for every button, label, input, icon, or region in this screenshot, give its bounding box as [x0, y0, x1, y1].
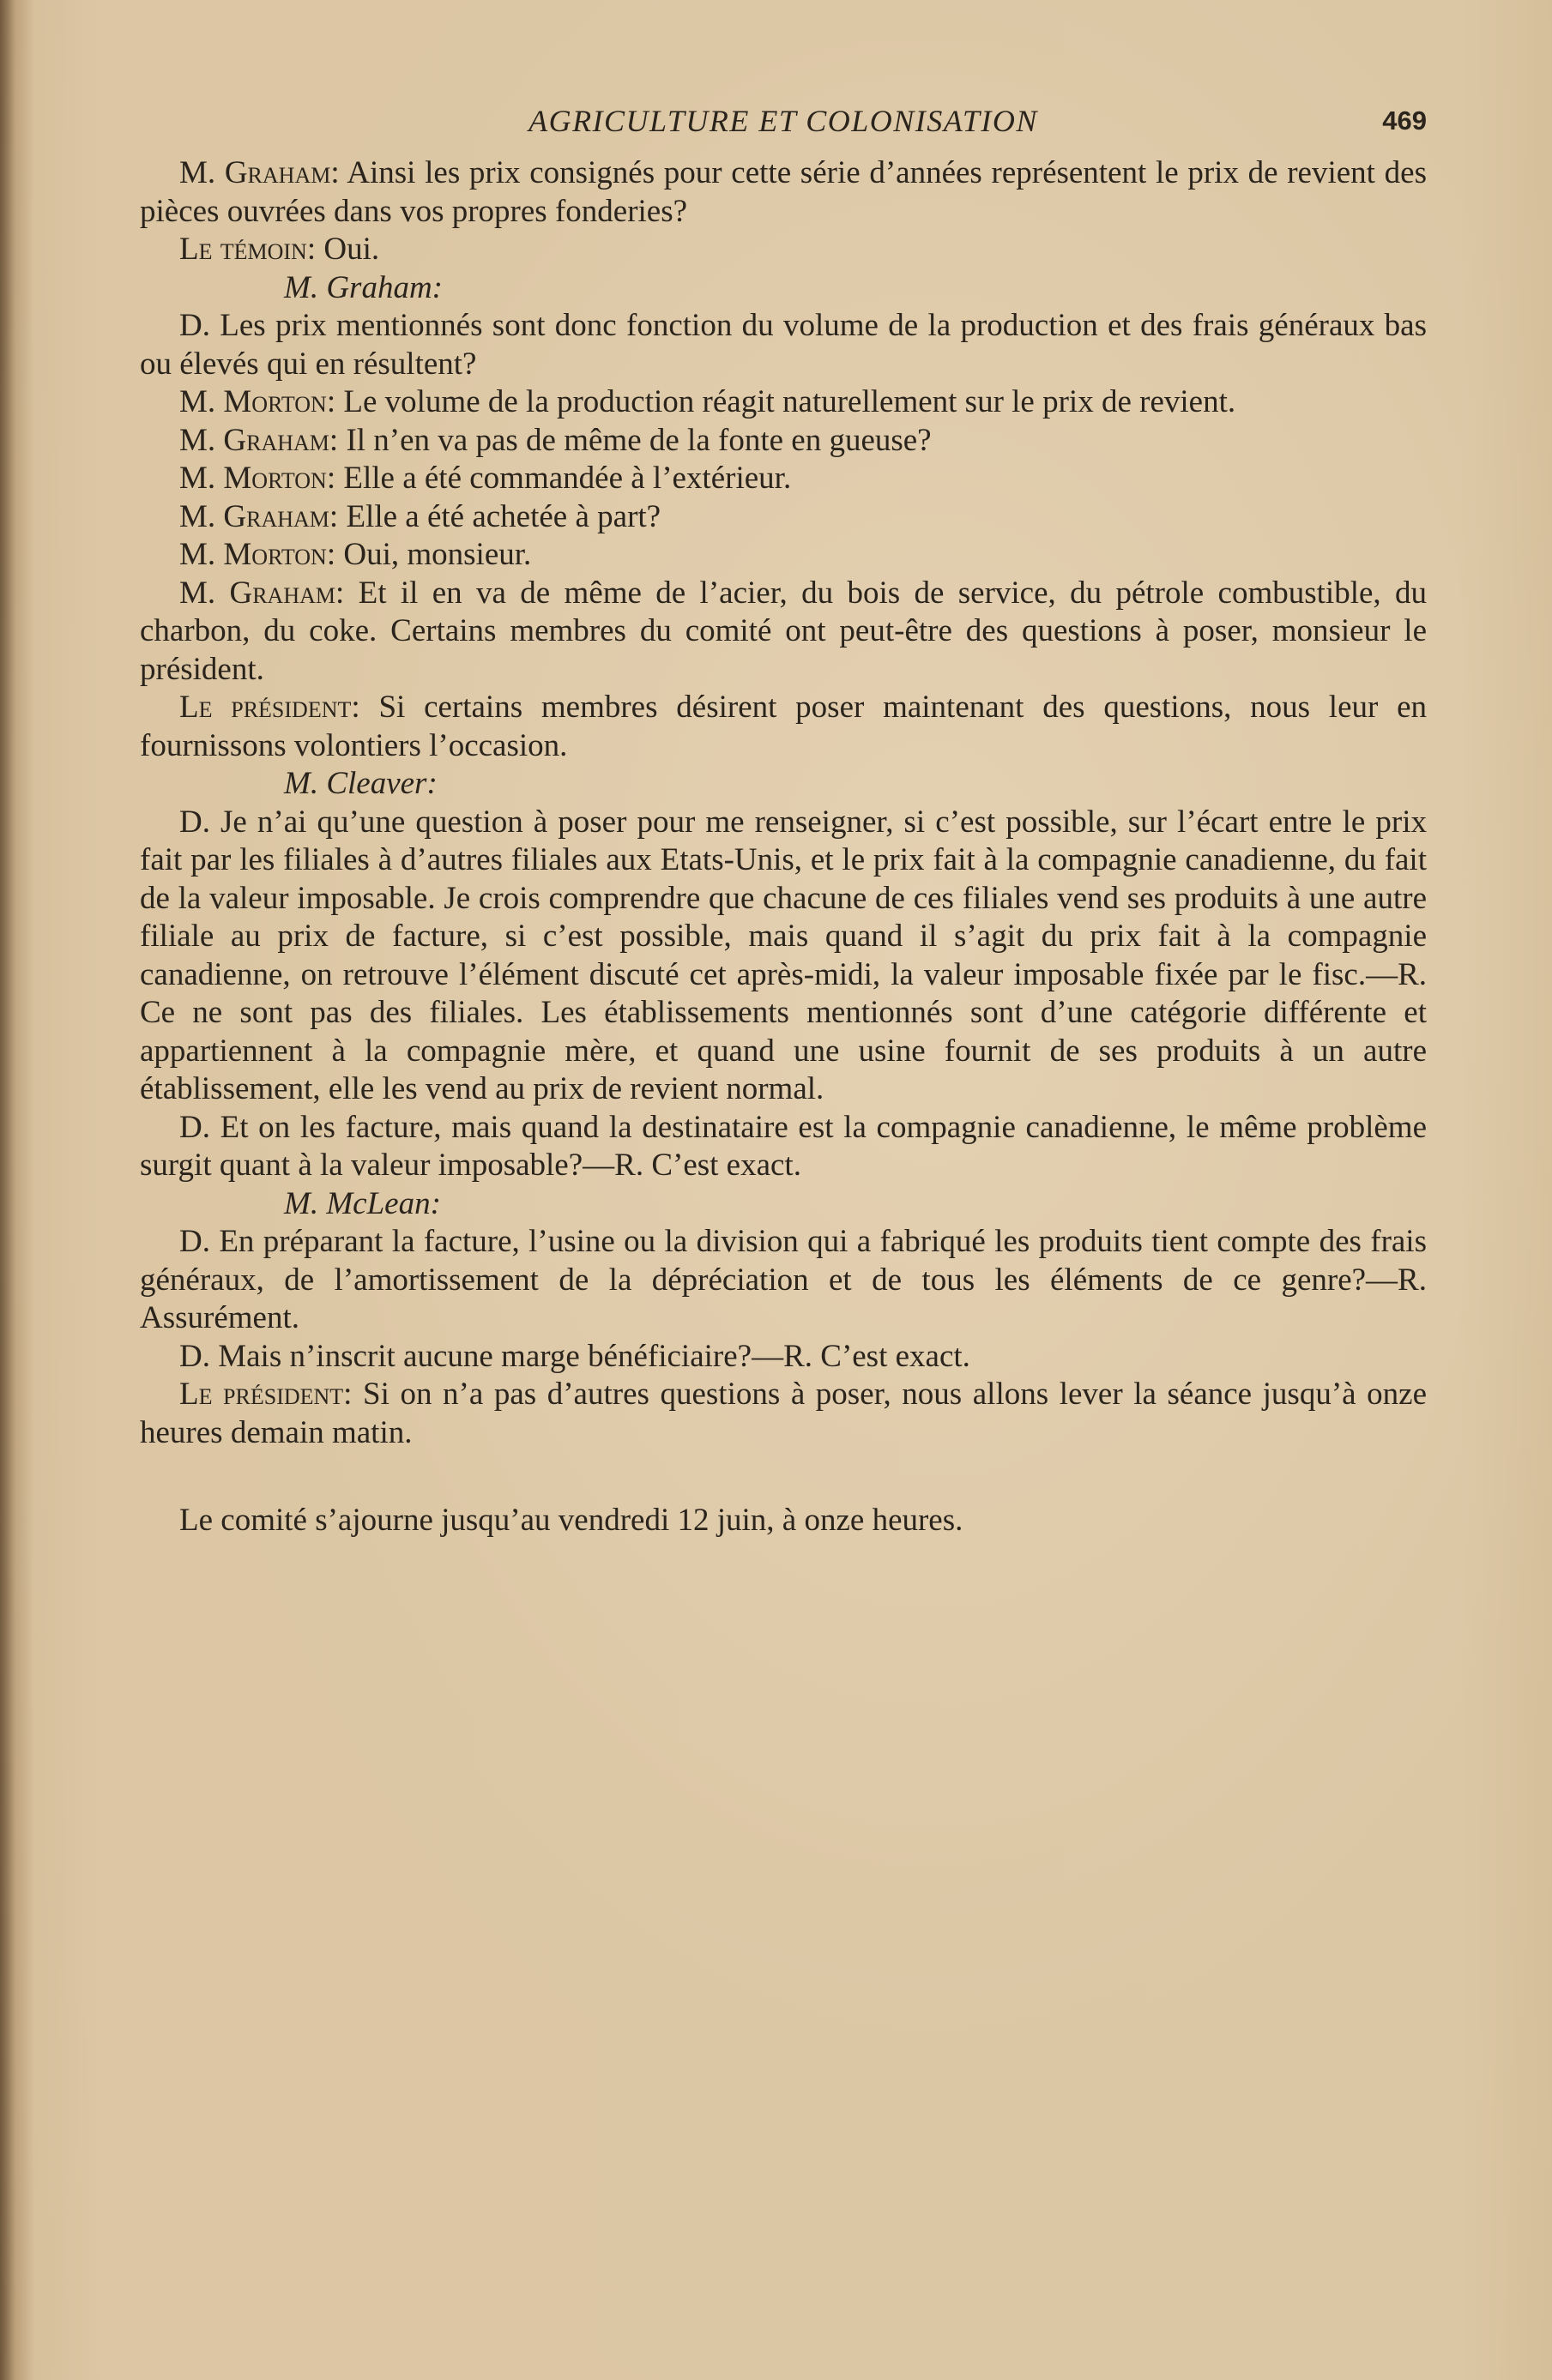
page-number: 469	[1382, 105, 1427, 136]
paragraph	[140, 383, 1427, 422]
paragraph	[140, 1223, 1427, 1338]
paragraph-text: D. Mais n’inscrit aucune marge bénéficiaire?—R. C’est exact.	[179, 1338, 970, 1374]
speaker-name: M. Morton:	[179, 461, 336, 496]
speaker-name: M. Graham:	[179, 422, 339, 458]
section-heading: M. McLean:	[284, 1185, 441, 1221]
speaker-name: M. Graham:	[179, 155, 340, 190]
running-header	[140, 103, 1427, 154]
section-heading: M. Graham:	[284, 269, 443, 305]
binding-shadow	[0, 0, 15, 2380]
speaker-name: M. Morton:	[179, 384, 336, 419]
paragraph-text: Ainsi les prix consignés pour cette série d’années représentent le prix de revient des pièces ouvrées dans vos propres fonderies?	[140, 155, 1427, 229]
paragraph	[140, 804, 1427, 1109]
page-content	[140, 103, 1427, 1540]
paragraph-text: Oui, monsieur.	[343, 537, 532, 572]
paragraph-text: D. Les prix mentionnés sont donc fonction du volume de la production et des frais généraux bas ou élevés qui en résultent?	[140, 308, 1427, 382]
running-title: AGRICULTURE ET COLONISATION	[528, 104, 1038, 138]
paragraph	[140, 154, 1427, 231]
paragraph-text: Si on n’a pas d’autres questions à poser, nous allons lever la séance jusqu’à onze heures demain matin.	[140, 1377, 1427, 1450]
speaker-name: M. Morton:	[179, 537, 336, 572]
paragraph	[140, 422, 1427, 461]
speaker-name: Le témoin:	[179, 232, 317, 267]
paragraph	[140, 575, 1427, 690]
paragraph-text: D. Je n’ai qu’une question à poser pour me renseigner, si c’est possible, sur l’écart entre le prix fait par les filiales à d’autres filiales aux Etats-Unis, et le prix fait à la compagnie canadienne, du fait de la valeur imposable. Je crois comprendre que chacune de ces filiales vend ses produits à une autre filiale au prix de facture, si c’est possible, mais quand il s’agit du prix fait à la compagnie canadienne, on retrouve l’élément discuté cet après-midi, la valeur imposable fixée par le fisc.—R. Ce ne sont pas des filiales. Les établissements mentionnés sont d’une catégorie différente et appartiennent à la compagnie mère, et quand une usine fournit de ses produits à un autre établissement, elle les vend au prix de revient normal.	[140, 804, 1427, 1106]
paragraph	[140, 1376, 1427, 1452]
paragraph-text: Oui.	[323, 232, 380, 267]
paragraph	[140, 498, 1427, 537]
paragraph-text: Le volume de la production réagit naturellement sur le prix de revient.	[343, 384, 1236, 419]
paragraph	[140, 689, 1427, 765]
paragraph	[140, 460, 1427, 498]
adjournment-note	[140, 1502, 1427, 1540]
speaker-name: M. Graham:	[179, 575, 345, 611]
paragraph	[140, 536, 1427, 575]
paragraph-text: Le comité s’ajourne jusqu’au vendredi 12 juin, à onze heures.	[179, 1503, 963, 1538]
paragraph	[140, 1338, 1427, 1377]
paragraph	[140, 307, 1427, 383]
paragraph	[140, 1109, 1427, 1185]
paragraph	[140, 231, 1427, 269]
transcript-body	[140, 154, 1427, 1540]
paragraph-text: Elle a été commandée à l’extérieur.	[343, 461, 792, 496]
speaker-name: Le président:	[179, 690, 360, 725]
paragraph-text: D. En préparant la facture, l’usine ou la division qui a fabriqué les produits tient compte des frais généraux, de l’amortissement de la dépréciation et de tous les éléments de ce genre?—R. Assurément.	[140, 1224, 1427, 1335]
speaker-name: Le président:	[179, 1377, 353, 1412]
section-heading: M. Cleaver:	[284, 766, 438, 801]
paragraph-text: Et il en va de même de l’acier, du bois de service, du pétrole combustible, du charbon, du coke. Certains membres du comité ont peut-être des questions à poser, monsieur le président.	[140, 575, 1427, 687]
paragraph-text: D. Et on les facture, mais quand la destinataire est la compagnie canadienne, le même problème surgit quant à la valeur imposable?—R. C’est exact.	[140, 1109, 1427, 1183]
paragraph-text: Si certains membres désirent poser maintenant des questions, nous leur en fournissons volontiers l’occasion.	[140, 690, 1427, 763]
paragraph-text: Elle a été achetée à part?	[346, 498, 661, 534]
speaker-name: M. Graham:	[179, 498, 339, 534]
paragraph-text: Il n’en va pas de même de la fonte en gueuse?	[346, 422, 932, 458]
